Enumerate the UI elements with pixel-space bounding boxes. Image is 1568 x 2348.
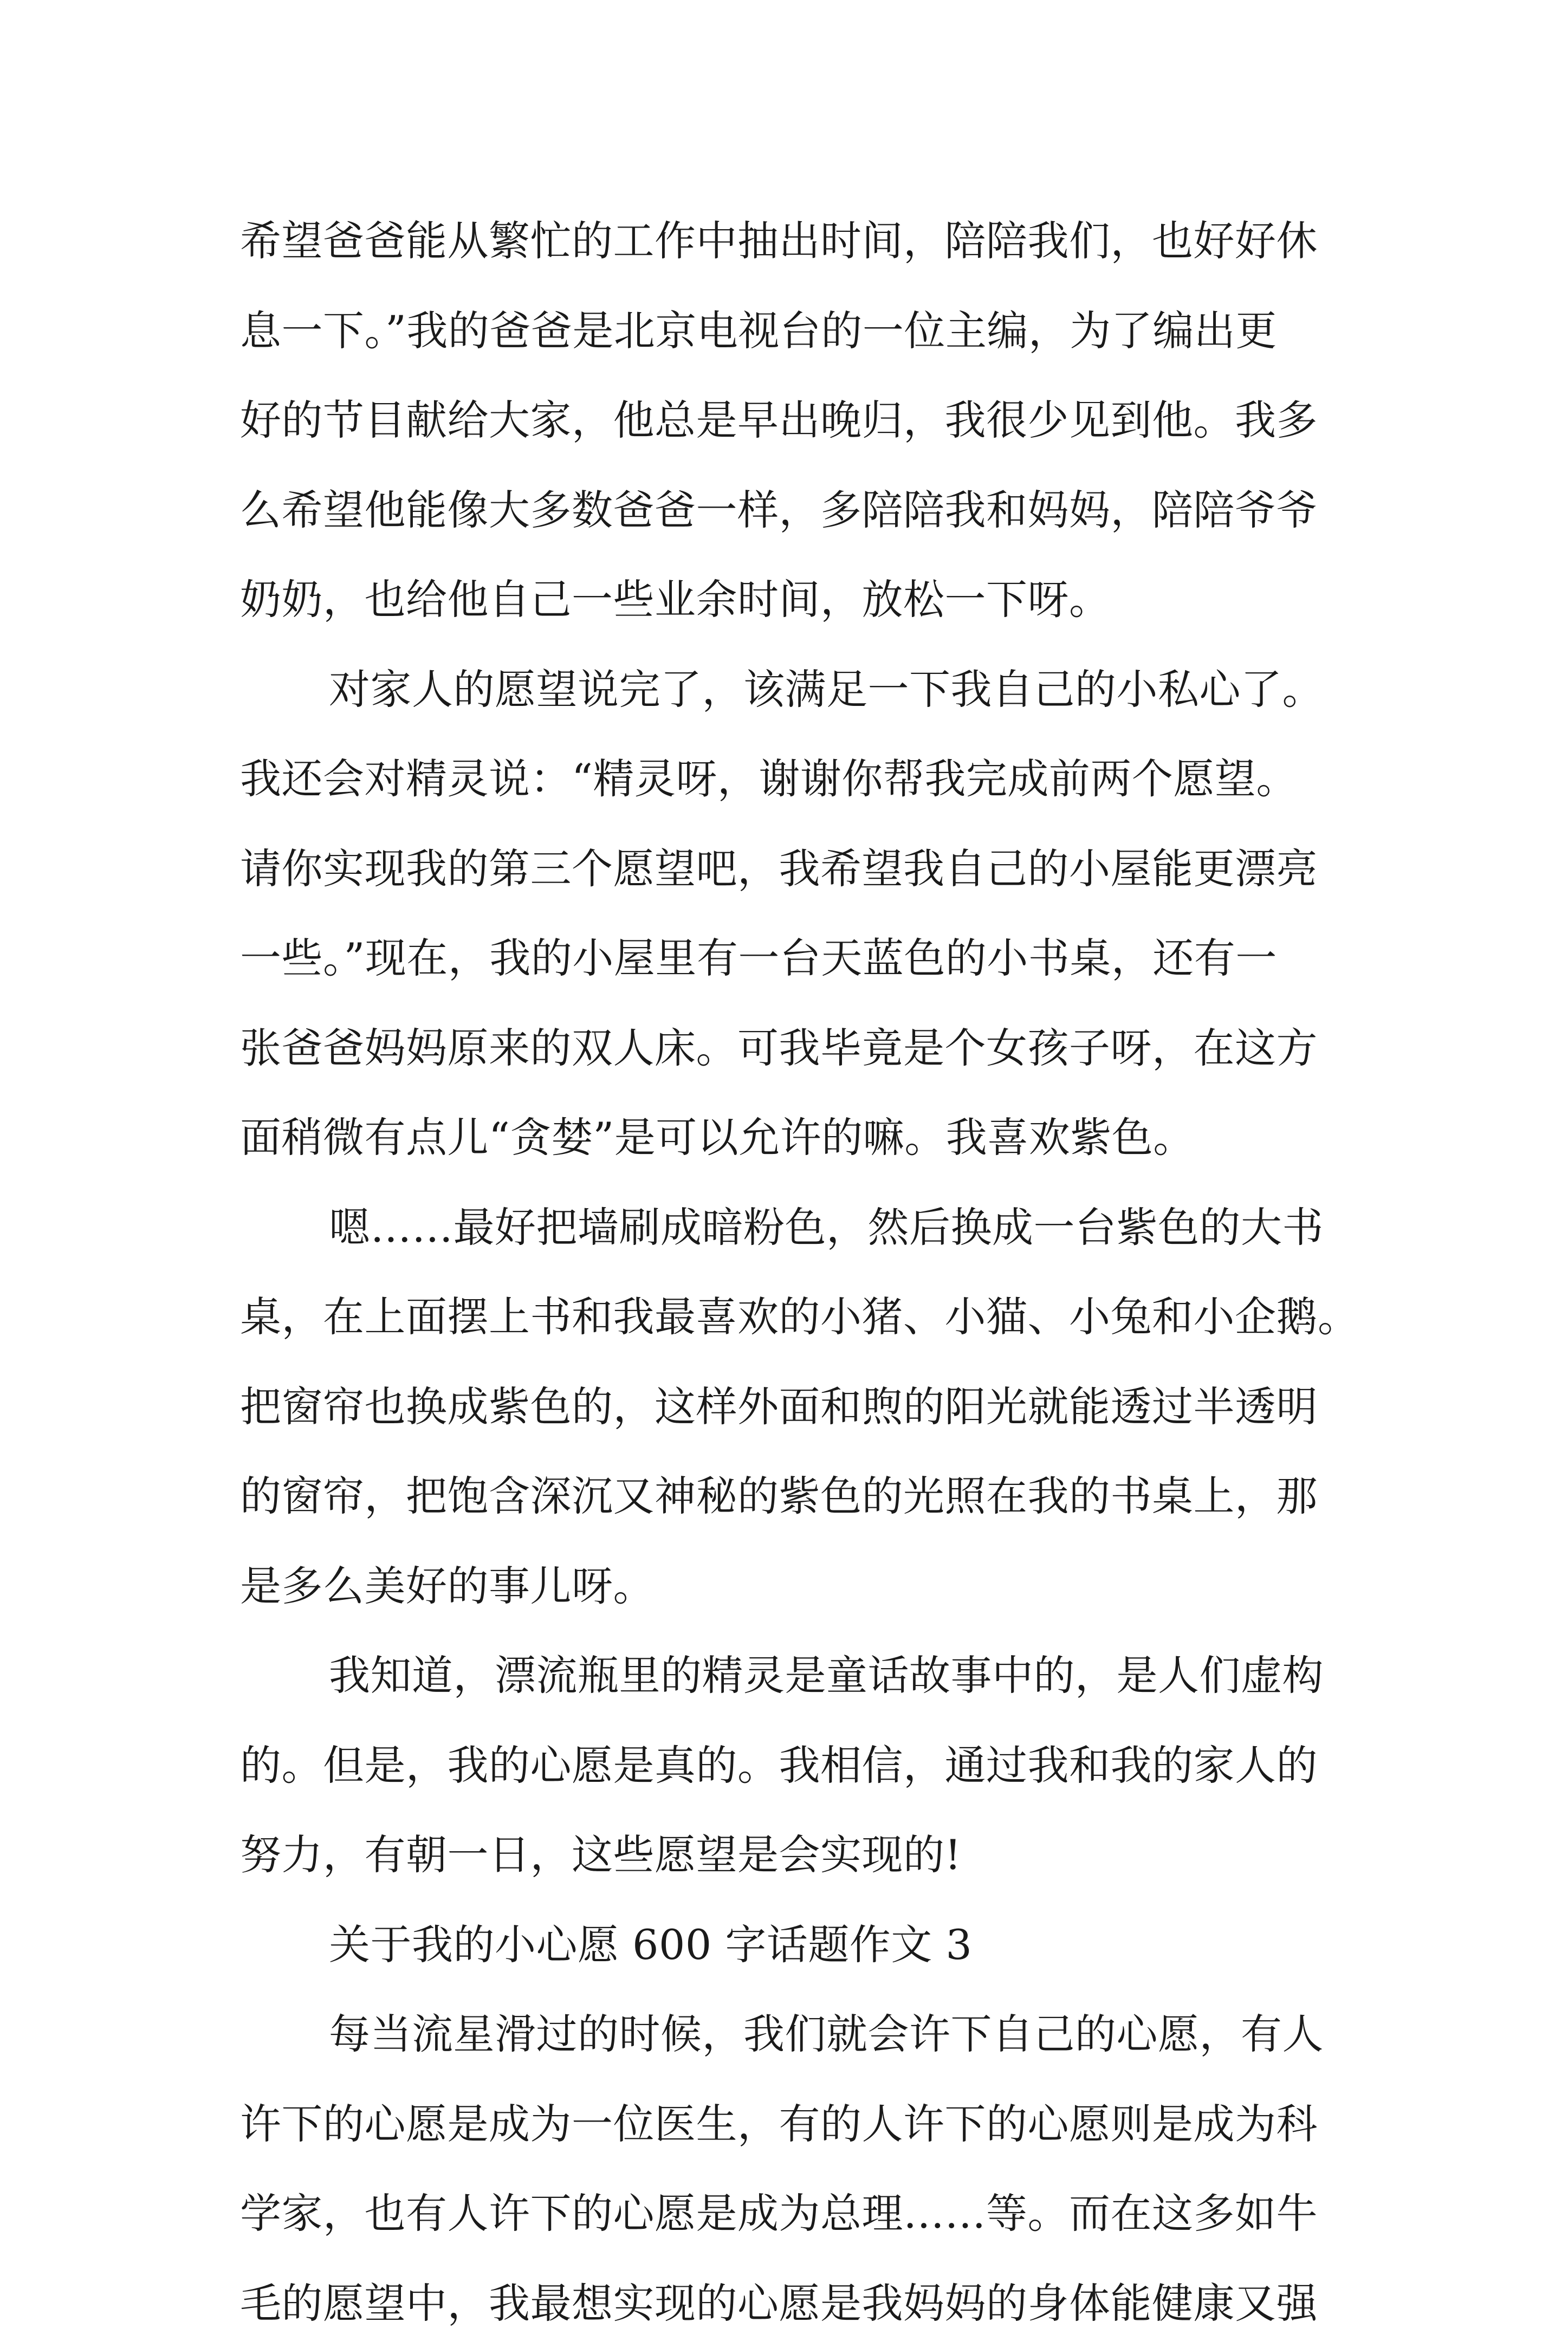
text-line: 面稍微有点儿“贪婪”是可以允许的嘛。我喜欢紫色。 xyxy=(240,1093,1351,1183)
text-line: 学家，也有人许下的心愿是成为总理……等。而在这多如牛 xyxy=(240,2169,1351,2259)
text-line: 好的节目献给大家，他总是早出晚归，我很少见到他。我多 xyxy=(240,375,1351,465)
paragraph-start-line: 我知道，漂流瓶里的精灵是童话故事中的，是人们虚构 xyxy=(240,1631,1351,1721)
paragraph-start-line: 对家人的愿望说完了，该满足一下我自己的小私心了。 xyxy=(240,645,1351,735)
text-line: 的。但是，我的心愿是真的。我相信，通过我和我的家人的 xyxy=(240,1721,1351,1811)
text-line: 一些。”现在，我的小屋里有一台天蓝色的小书桌，还有一 xyxy=(240,913,1351,1003)
text-line: 我还会对精灵说：“精灵呀，谢谢你帮我完成前两个愿望。 xyxy=(240,734,1351,824)
text-line: 把窗帘也换成紫色的，这样外面和煦的阳光就能透过半透明 xyxy=(240,1362,1351,1452)
section-heading: 关于我的小心愿 600 字话题作文 3 xyxy=(240,1900,1351,1990)
text-line: 的窗帘，把饱含深沉又神秘的紫色的光照在我的书桌上，那 xyxy=(240,1451,1351,1541)
text-line: 请你实现我的第三个愿望吧，我希望我自己的小屋能更漂亮 xyxy=(240,824,1351,914)
text-line: 桌，在上面摆上书和我最喜欢的小猪、小猫、小兔和小企鹅。 xyxy=(240,1272,1351,1362)
text-line: 是多么美好的事儿呀。 xyxy=(240,1541,1351,1631)
text-line: 息一下。”我的爸爸是北京电视台的一位主编，为了编出更 xyxy=(240,286,1351,376)
text-line: 奶奶，也给他自己一些业余时间，放松一下呀。 xyxy=(240,555,1351,645)
text-line: 希望爸爸能从繁忙的工作中抽出时间，陪陪我们，也好好休 xyxy=(240,196,1351,286)
paragraph-start-line: 每当流星滑过的时候，我们就会许下自己的心愿，有人 xyxy=(240,1989,1351,2079)
text-line: 张爸爸妈妈原来的双人床。可我毕竟是个女孩子呀，在这方 xyxy=(240,1003,1351,1093)
text-line: 许下的心愿是成为一位医生，有的人许下的心愿则是成为科 xyxy=(240,2079,1351,2169)
paragraph-start-line: 嗯……最好把墙刷成暗粉色，然后换成一台紫色的大书 xyxy=(240,1183,1351,1273)
text-line: 努力，有朝一日，这些愿望是会实现的! xyxy=(240,1810,1351,1900)
text-line: 么希望他能像大多数爸爸一样，多陪陪我和妈妈，陪陪爷爷 xyxy=(240,465,1351,555)
text-line: 毛的愿望中，我最想实现的心愿是我妈妈的身体能健康又强 xyxy=(240,2259,1351,2348)
essay-body xyxy=(240,196,1351,2348)
